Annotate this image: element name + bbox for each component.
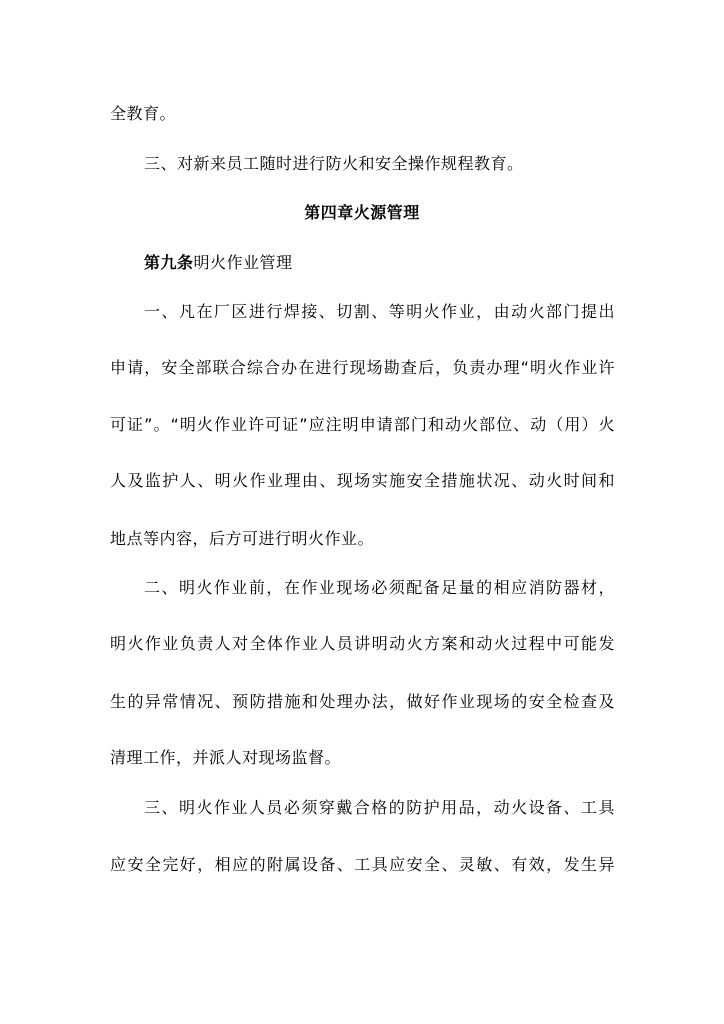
paragraph-line: 一、凡在厂区进行焊接、切割、等明火作业，由动火部门提出: [144, 302, 615, 321]
paragraph-line: 二、明火作业前，在作业现场必须配备足量的相应消防器材，: [144, 578, 615, 597]
paragraph-line: 人及监护人、明火作业理由、现场实施安全措施状况、动火时间和: [110, 471, 615, 490]
chapter-title: 第四章火源管理: [304, 203, 420, 222]
paragraph-line: 应安全完好，相应的附属设备、工具应安全、灵敏、有效，发生异: [110, 855, 615, 874]
paragraph-line: 明火作业负责人对全体作业人员讲明动火方案和动火过程中可能发: [110, 634, 615, 653]
article-heading: [144, 253, 615, 273]
article-title: 明火作业管理: [193, 253, 293, 272]
article-label: 第九条: [144, 253, 194, 272]
paragraph-line: 生的异常情况、预防措施和处理办法，做好作业现场的安全检查及: [110, 692, 615, 711]
paragraph-line: 全教育。: [110, 104, 177, 123]
paragraph-line: 申请，安全部联合综合办在进行现场勘查后，负责办理“明火作业许: [110, 358, 615, 377]
paragraph-line: 清理工作，并派人对现场监督。: [110, 748, 342, 767]
paragraph-line: 地点等内容，后方可进行明火作业。: [110, 529, 375, 548]
paragraph-line: 三、对新来员工随时进行防火和安全操作规程教育。: [144, 154, 524, 173]
paragraph-line: 三、明火作业人员必须穿戴合格的防护用品，动火设备、工具: [144, 798, 615, 817]
paragraph-line: 可证”。“明火作业许可证”应注明申请部门和动火部位、动（用）火: [110, 415, 615, 434]
